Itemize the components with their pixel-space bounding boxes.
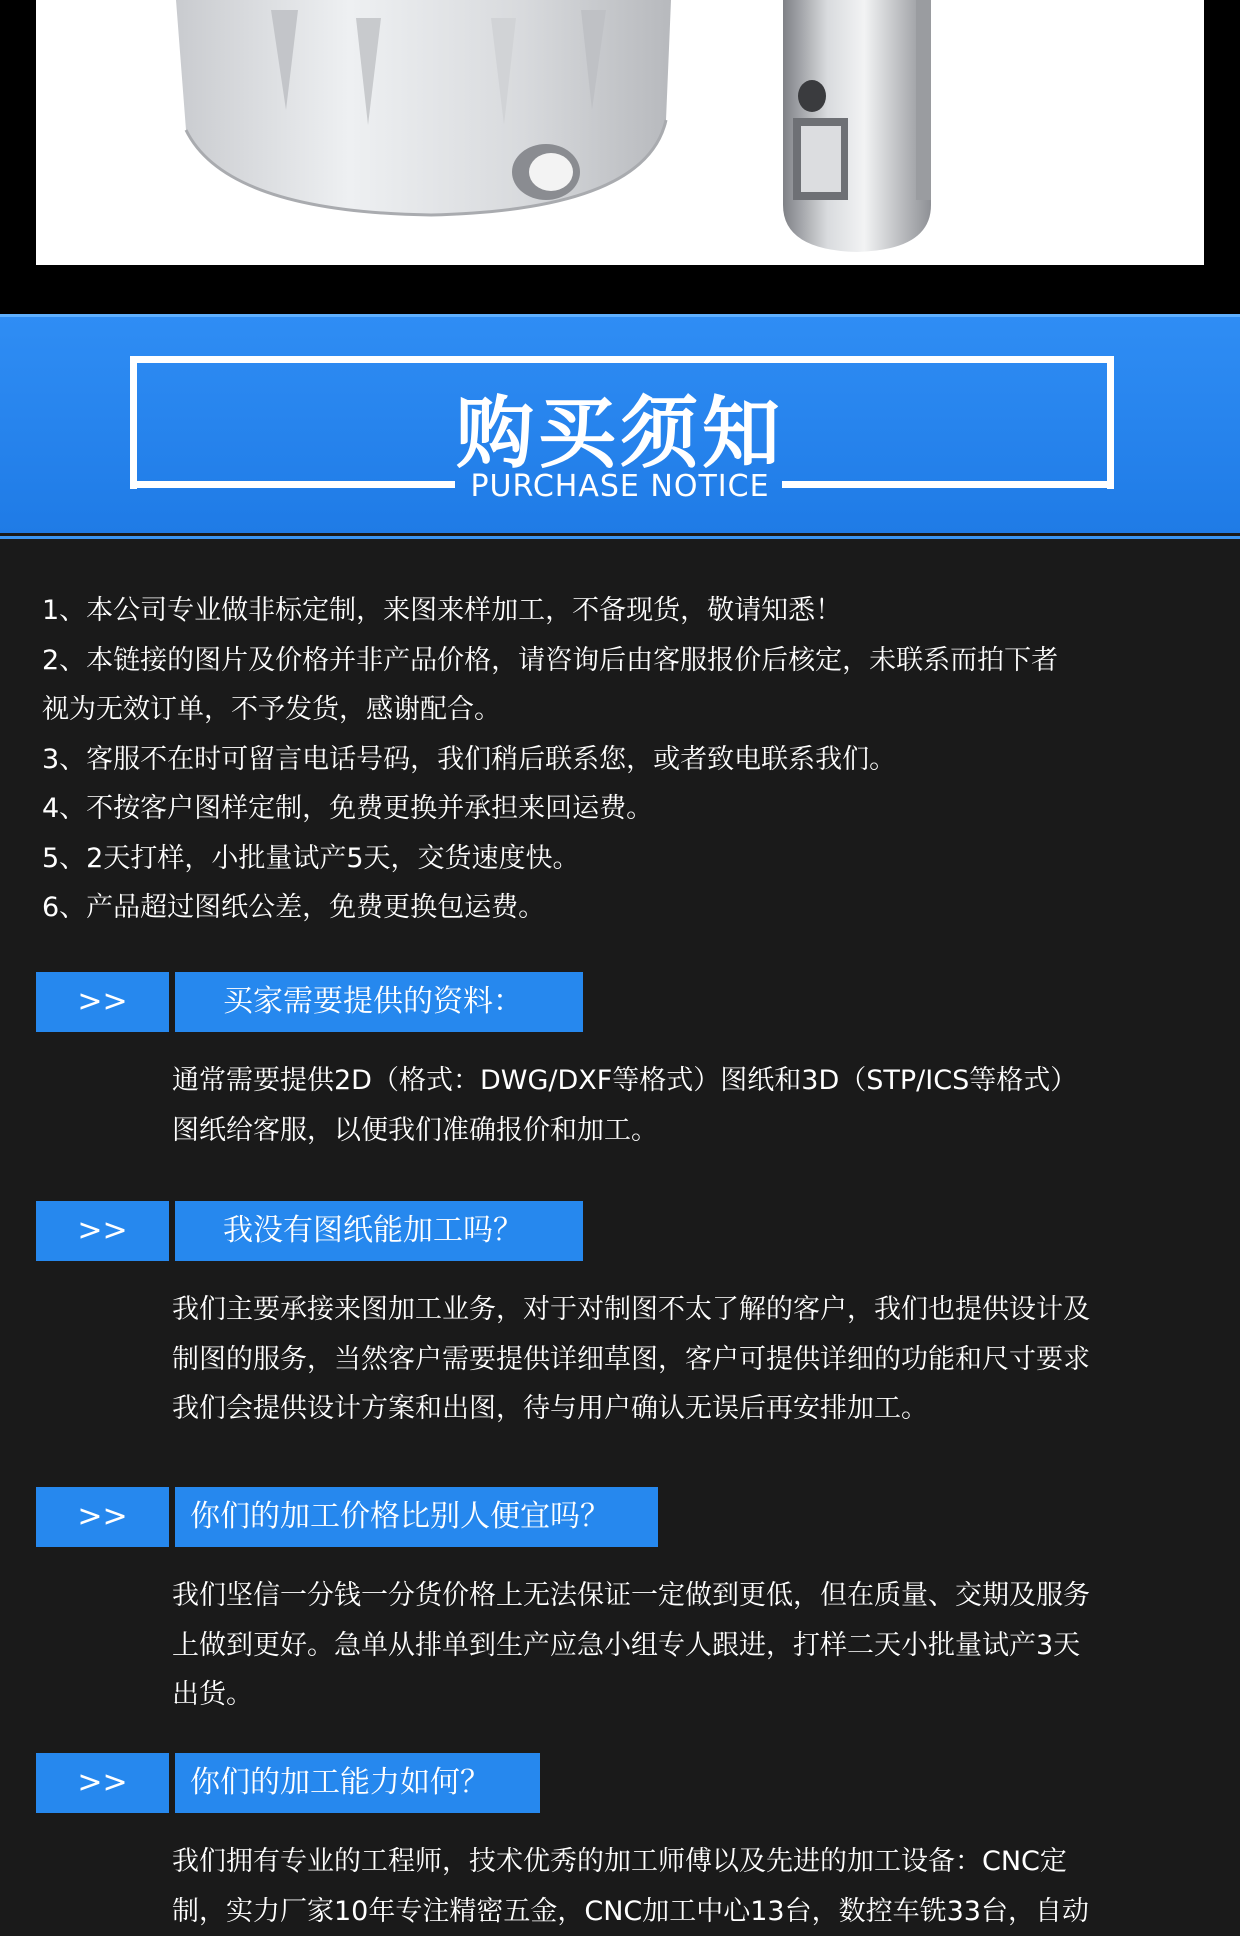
section-body-line: 我们主要承接来图加工业务，对于对制图不太了解的客户，我们也提供设计及 (172, 1285, 1212, 1335)
section-arrow-marker: >> (36, 1201, 169, 1261)
notice-item: 1、本公司专业做非标定制，来图来样加工，不备现货，敬请知悉！ (42, 586, 1202, 636)
section-body-line: 图纸给客服，以便我们准确报价和加工。 (172, 1106, 1212, 1156)
section-body-line: 通常需要提供2D（格式：DWG/DXF等格式）图纸和3D（STP/ICS等格式） (172, 1056, 1212, 1106)
section-body (172, 1837, 1212, 1936)
purchase-notice-banner (0, 314, 1240, 533)
section-body (172, 1285, 1212, 1434)
notice-item: 5、2天打样，小批量试产5天，交货速度快。 (42, 834, 1202, 884)
notice-item: 4、不按客户图样定制，免费更换并承担来回运费。 (42, 784, 1202, 834)
product-photo-band (0, 0, 1240, 314)
product-photo (36, 0, 1204, 265)
section-body-line: 我们坚信一分钱一分货价格上无法保证一定做到更低，但在质量、交期及服务 (172, 1571, 1212, 1621)
section-body-line: 上做到更好。急单从排单到生产应急小组专人跟进，打样二天小批量试产3天 (172, 1621, 1212, 1671)
section-heading: 你们的加工价格比别人便宜吗？ (175, 1487, 658, 1547)
notice-list (42, 586, 1202, 933)
page-title: 购买须知 (0, 371, 1240, 483)
machined-parts-illustration (36, 0, 1204, 265)
section-body-line: 制图的服务，当然客户需要提供详细草图，客户可提供详细的功能和尺寸要求 (172, 1335, 1212, 1385)
section-heading: 你们的加工能力如何？ (175, 1753, 540, 1813)
notice-item: 3、客服不在时可留言电话号码，我们稍后联系您，或者致电联系我们。 (42, 735, 1202, 785)
section-arrow-marker: >> (36, 972, 169, 1032)
section-body-line: 出货。 (172, 1670, 1212, 1720)
section-arrow-marker: >> (36, 1487, 169, 1547)
section-heading: 我没有图纸能加工吗？ (175, 1201, 583, 1261)
section-heading: 买家需要提供的资料： (175, 972, 583, 1032)
section-body-line: 制，实力厂家10年专注精密五金，CNC加工中心13台，数控车铣33台，自动 (172, 1887, 1212, 1936)
section-arrow-marker: >> (36, 1753, 169, 1813)
notice-item: 视为无效订单，不予发货，感谢配合。 (42, 685, 1202, 735)
section-body (172, 1571, 1212, 1720)
notice-item: 2、本链接的图片及价格并非产品价格，请咨询后由客服报价后核定，未联系而拍下者 (42, 636, 1202, 686)
notice-item: 6、产品超过图纸公差，免费更换包运费。 (42, 883, 1202, 933)
section-body-line: 我们会提供设计方案和出图，待与用户确认无误后再安排加工。 (172, 1384, 1212, 1434)
page-subtitle: PURCHASE NOTICE (0, 469, 1240, 504)
section-body-line: 我们拥有专业的工程师，技术优秀的加工师傅以及先进的加工设备：CNC定 (172, 1837, 1212, 1887)
section-body (172, 1056, 1212, 1155)
